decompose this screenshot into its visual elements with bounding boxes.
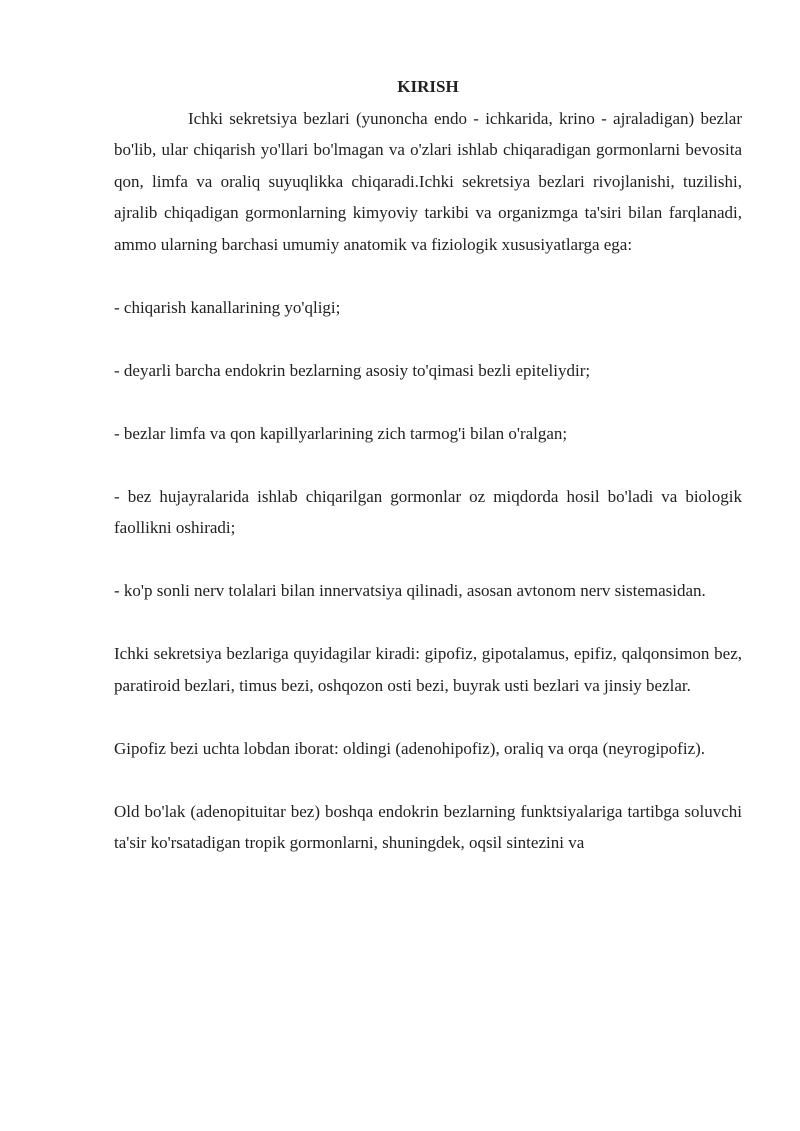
page-title: KIRISH	[397, 77, 459, 96]
pituitary-paragraph: Gipofiz bezi uchta lobdan iborat: oldingi (adenohipofiz), oraliq va orqa (neyrogipofiz).	[114, 738, 706, 758]
page-content	[114, 71, 742, 859]
feature-item-5: - ko'p sonli nerv tolalari bilan innervatsiya qilinadi, asosan avtonom nerv sistemasidan.	[114, 581, 706, 600]
anterior-lobe-paragraph: Old bo'lak (adenopituitar bez) boshqa endokrin bezlarning funktsiyalariga tartibga soluvchi ta'sir ko'rsatadigan tropik gormonlarni, shuningdek, oqsil sintezini va	[114, 801, 742, 852]
feature-item-1: - chiqarish kanallarining yo'qligi;	[114, 297, 341, 317]
feature-item-3: - bezlar limfa va qon kapillyarlarining zich tarmog'i bilan o'ralgan;	[114, 423, 568, 443]
glands-list-paragraph: Ichki sekretsiya bezlariga quyidagilar kiradi: gipofiz, gipotalamus, epifiz, qalqonsimon bez, paratiroid bezlari, timus bezi, oshqozon osti bezi, buyrak usti bezlari va jinsiy bezlar.	[114, 644, 742, 695]
intro-paragraph: Ichki sekretsiya bezlari (yunoncha endo - ichkarida, krino - ajraladigan) bezlar bo'lib, ular chiqarish yo'llari bo'lmagan va o'zlari ishlab chiqaradigan gormonlarni bevosita qon, limfa va oraliq suyuqlikka chiqaradi.Ichki sekretsiya bezlari rivojlanishi, tuzilishi, ajralib chiqadigan gormonlarning kimyoviy tarkibi va organizmga ta'siri bilan farqlanadi, ammo ularning barchasi umumiy anatomik va fiziologik xususiyatlarga ega:	[114, 108, 742, 254]
feature-item-2: - deyarli barcha endokrin bezlarning asosiy to'qimasi bezli epiteliydir;	[114, 360, 591, 380]
feature-item-4: - bez hujayralarida ishlab chiqarilgan gormonlar oz miqdorda hosil bo'ladi va biologik faollikni oshiradi;	[114, 486, 742, 537]
